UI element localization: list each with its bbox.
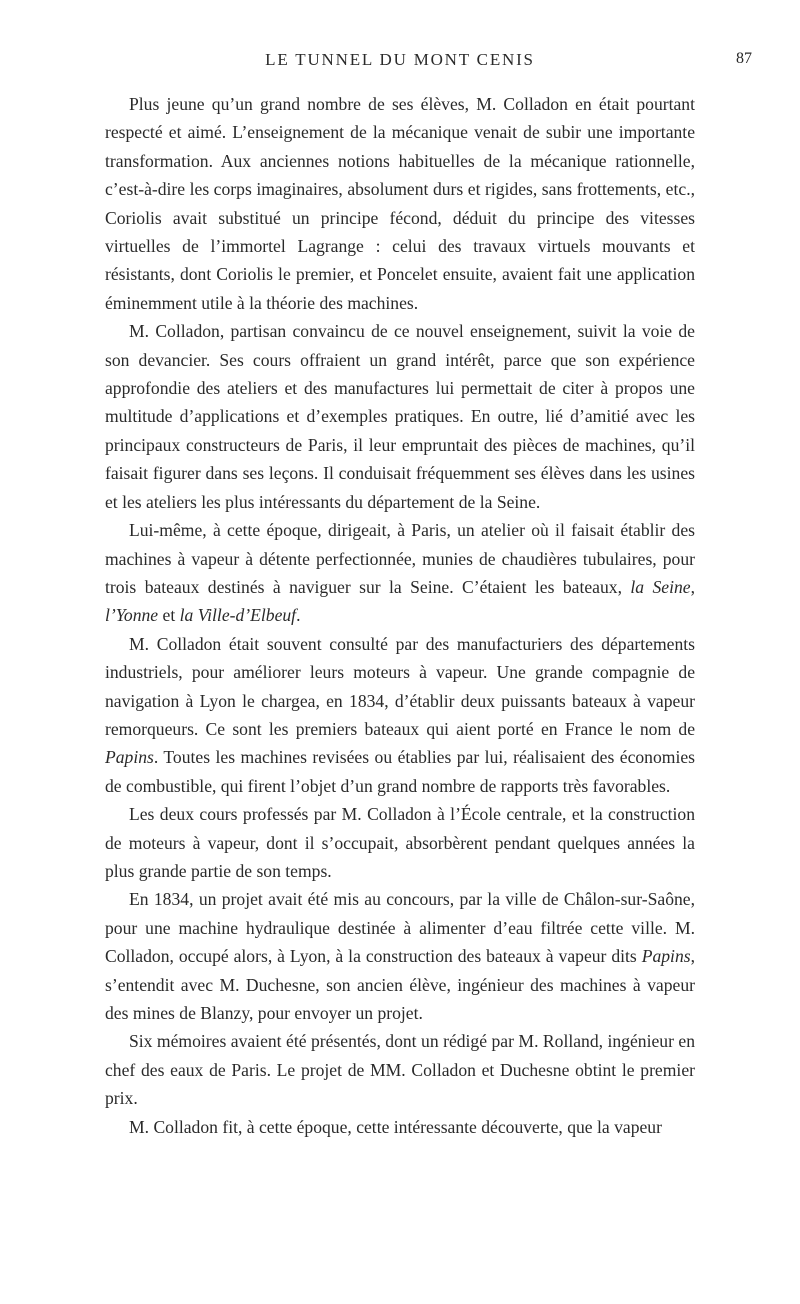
paragraph-4-text-end: . Toutes les machines revisées ou établies par lui, réalisaient des économies de combustible, qui firent l’objet d’un grand nombre de rapports très favorables. xyxy=(105,747,695,796)
page-number: 87 xyxy=(736,50,752,67)
paragraph-8: M. Colladon fit, à cette époque, cette intéressante découverte, que la vapeur xyxy=(129,1116,662,1137)
paragraph-6-text-end: , s’entendit avec M. Duchesne, son ancien élève, ingénieur des machines à vapeur des mines de Blanzy, pour envoyer un projet. xyxy=(105,946,695,1023)
boat-name-ville-d-elbeuf: la Ville-d’Elbeuf xyxy=(179,605,297,626)
paragraph-5: Les deux cours professés par M. Colladon à l’École centrale, et la construction de moteurs à vapeur, dont il s’occupait, absorbèrent pendant quelques années la plus grande partie de son temps. xyxy=(105,804,695,881)
separator: , xyxy=(690,576,695,597)
paragraph-6-text: En 1834, un projet avait été mis au concours, par la ville de Châlon-sur-Saône, pour une machine hydraulique destinée à alimenter d’eau filtrée cette ville. M. Colladon, occupé alors, à Lyon, à la construction des bateaux à vapeur dits xyxy=(105,889,695,967)
paragraph-2: M. Colladon, partisan convaincu de ce nouvel enseignement, suivit la voie de son devancier. Ses cours offraient un grand intérêt, parce que son expérience approfondie des ateliers et des manufactures lui permettait de citer à propos une multitude d’applications et d’exemples pratiques. En outre, lié d’amitié avec les principaux constructeurs de Paris, il leur empruntait des pièces de machines, qu’il faisait figurer dans ses leçons. Il conduisait fréquemment ses élèves dans les usines et les ateliers les plus intéressants du département de la Seine. xyxy=(105,321,695,512)
boat-name-l-yonne: l’Yonne xyxy=(105,605,159,626)
paragraph-4-text: M. Colladon était souvent consulté par des manufacturiers des départements industriels, pour améliorer leurs moteurs à vapeur. Une grande compagnie de navigation à Lyon le chargea, en 1834, d’établir deux puissants bateaux à vapeur remorqueurs. Ce sont les premiers bateaux qui aient porté en France le nom de xyxy=(105,633,695,739)
paragraph-3-end: . xyxy=(296,605,301,626)
boat-name-la-seine: la Seine xyxy=(630,576,691,597)
paragraph-7: Six mémoires avaient été présentés, dont un rédigé par M. Rolland, ingénieur en chef des eaux de Paris. Le projet de MM. Colladon et Duchesne obtint le premier prix. xyxy=(105,1031,695,1109)
boat-type-papins: Papins xyxy=(105,747,154,768)
paragraph-3-text: Lui-même, à cette époque, dirigeait, à Paris, un atelier où il faisait établir des machines à vapeur à détente perfectionnée, munies de chaudières tubulaires, pour trois bateaux destinés à naviguer sur la Seine. C’étaient les bateaux, xyxy=(105,520,695,597)
paragraph-6 xyxy=(105,885,695,1027)
page-header xyxy=(40,50,760,80)
paragraph-1: Plus jeune qu’un grand nombre de ses élèves, M. Colladon en était pourtant respecté et aimé. L’enseignement de la mécanique venait de subir une importante transformation. Aux anciennes notions habituelles de la mécanique rationnelle, c’est-à-dire les corps imaginaires, absolument durs et rigides, sans frottements, etc., Coriolis avait substitué un principe fécond, déduit du principe des vitesses virtuelles de l’immortel Lagrange : celui des travaux virtuels mouvants et résistants, dont Coriolis le premier, et Poncelet ensuite, avaient fait une application éminemment utile à la théorie des machines. xyxy=(105,94,695,313)
paragraph-3 xyxy=(105,516,695,630)
separator: et xyxy=(158,605,180,626)
running-title: LE TUNNEL DU MONT CENIS xyxy=(265,50,535,69)
boat-type-papins: Papins xyxy=(641,946,691,967)
paragraph-4 xyxy=(105,630,695,800)
body-text xyxy=(105,90,695,1141)
